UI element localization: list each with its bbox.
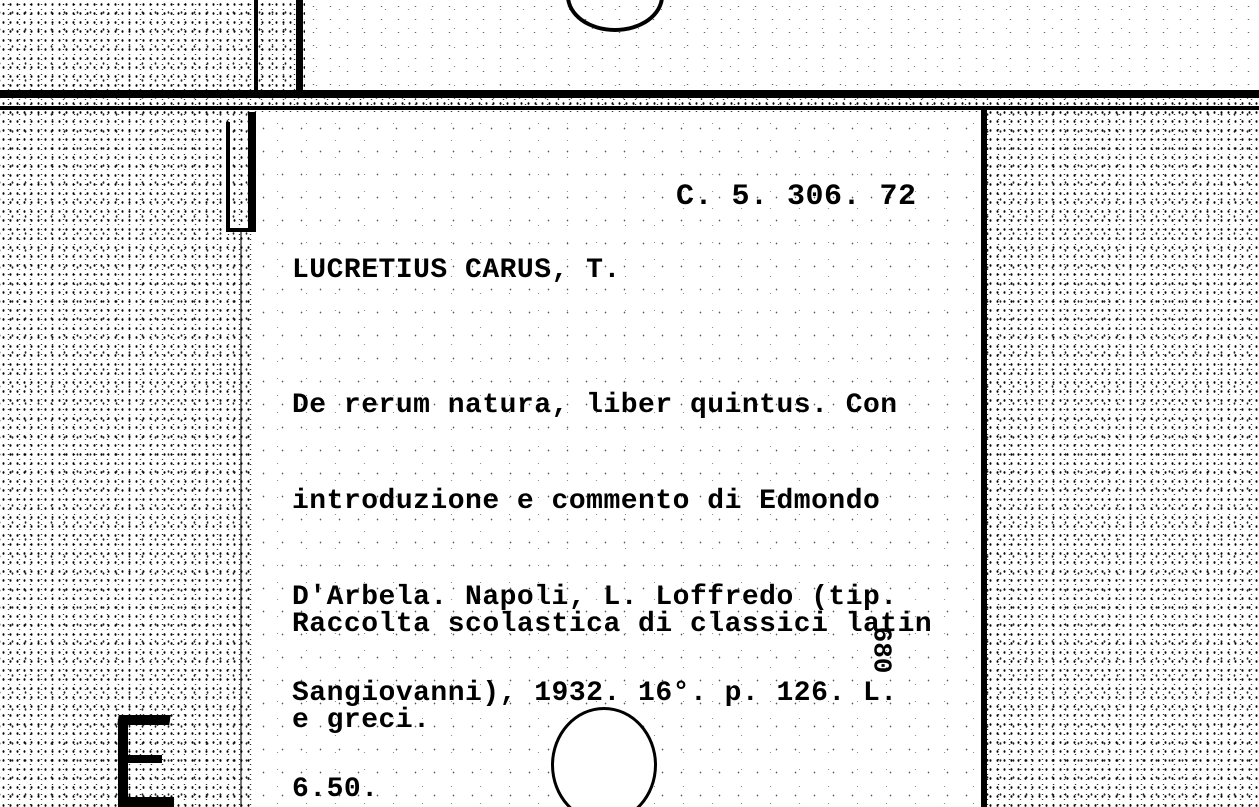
description-line: 6.50. (292, 774, 379, 805)
description-line: De rerum natura, liber quintus. Con (292, 390, 898, 421)
call-number: C. 5. 306. 72 (676, 180, 917, 214)
top-horizontal-rule-lower (0, 106, 1259, 110)
card-left-edge-thin (240, 232, 242, 807)
card-left-bracket (226, 122, 230, 230)
top-frame-area (305, 0, 1259, 90)
description-line: D'Arbela. Napoli, L. Loffredo (tip. (292, 582, 898, 613)
card-left-bracket-foot (226, 228, 254, 232)
top-left-vertical-rule (296, 0, 303, 92)
card-left-edge (248, 112, 256, 232)
series-line: e greci. (292, 705, 431, 736)
series-note (292, 545, 932, 801)
rotated-side-number: 680 (866, 626, 897, 674)
top-left-vertical-rule-thin (254, 0, 258, 90)
top-horizontal-rule (0, 90, 1259, 98)
stray-mark-icon (104, 715, 174, 807)
author-heading: LUCRETIUS CARUS, T. (292, 255, 621, 286)
description-line: introduzione e commento di Edmondo (292, 486, 881, 517)
description-line: Sangiovanni), 1932. 16°. p. 126. L. (292, 678, 898, 709)
series-line: Raccolta scolastica di classici latin (292, 609, 933, 640)
